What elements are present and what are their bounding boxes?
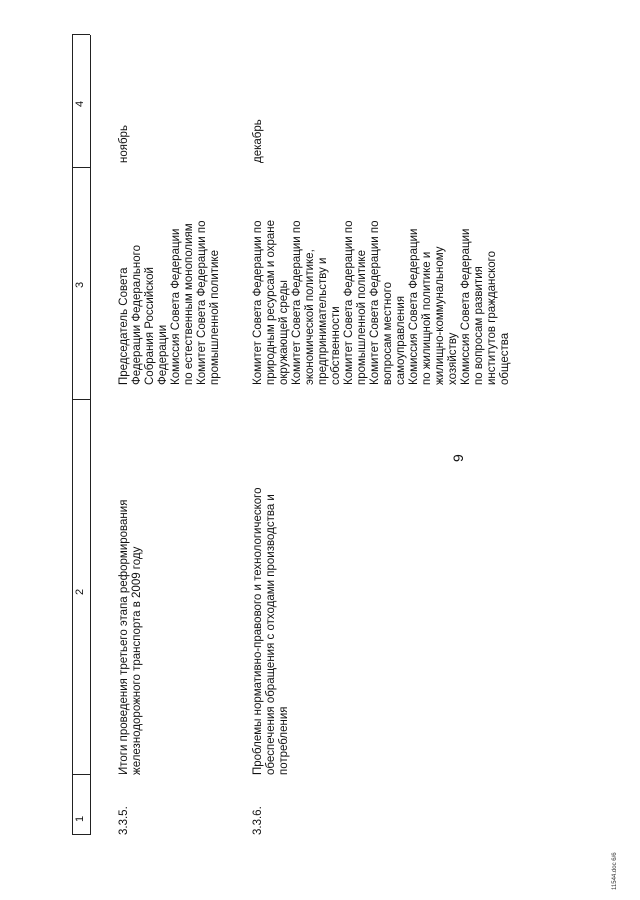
row-responsible: Председатель Совета Федерации Федерального Собрания Российской Федерации Комиссия Совета Федерации по естественным монополиям Комитет Совета Федерации по промышленной политике [118, 220, 221, 385]
row-number: 3.3.6. [252, 806, 264, 835]
col-separator [72, 167, 90, 168]
row-number: 3.3.5. [118, 806, 130, 835]
col-separator [72, 774, 90, 775]
row-month: ноябрь [118, 125, 130, 163]
column-header-4: 4 [74, 100, 86, 107]
row-topic: Итоги проведения третьего этапа реформирования железнодорожного транспорта в 2009 году [118, 499, 143, 775]
column-header-3: 3 [74, 281, 86, 288]
header-bottom-rule [90, 35, 91, 835]
row-topic: Проблемы нормативно-правового и технологического обеспечения обращения с отходами производства и потребления [252, 487, 290, 775]
col-separator [72, 834, 90, 835]
row-month: декабрь [252, 119, 264, 163]
col-separator [72, 399, 90, 400]
header-top-rule [72, 35, 73, 835]
col-separator [72, 34, 90, 35]
column-header-2: 2 [74, 588, 86, 595]
page-number: 9 [450, 454, 466, 462]
column-header-1: 1 [74, 815, 86, 822]
document-footer-code: 11544.doc 6/6 [612, 852, 618, 890]
row-responsible: Комитет Совета Федерации по природным ресурсам и охране окружающей среды Комитет Совета Федерации по экономической политике, предпринимательству и собственности Комитет Совета Федерации по промышленной политике Комитет Совета Федерации по вопросам местного самоуправления Комиссия Совета Федерации по жилищной политике и жилищно-коммунальному хозяйству Комиссия Совета Федерации по вопросам развития институтов гражданского общества [252, 220, 511, 385]
